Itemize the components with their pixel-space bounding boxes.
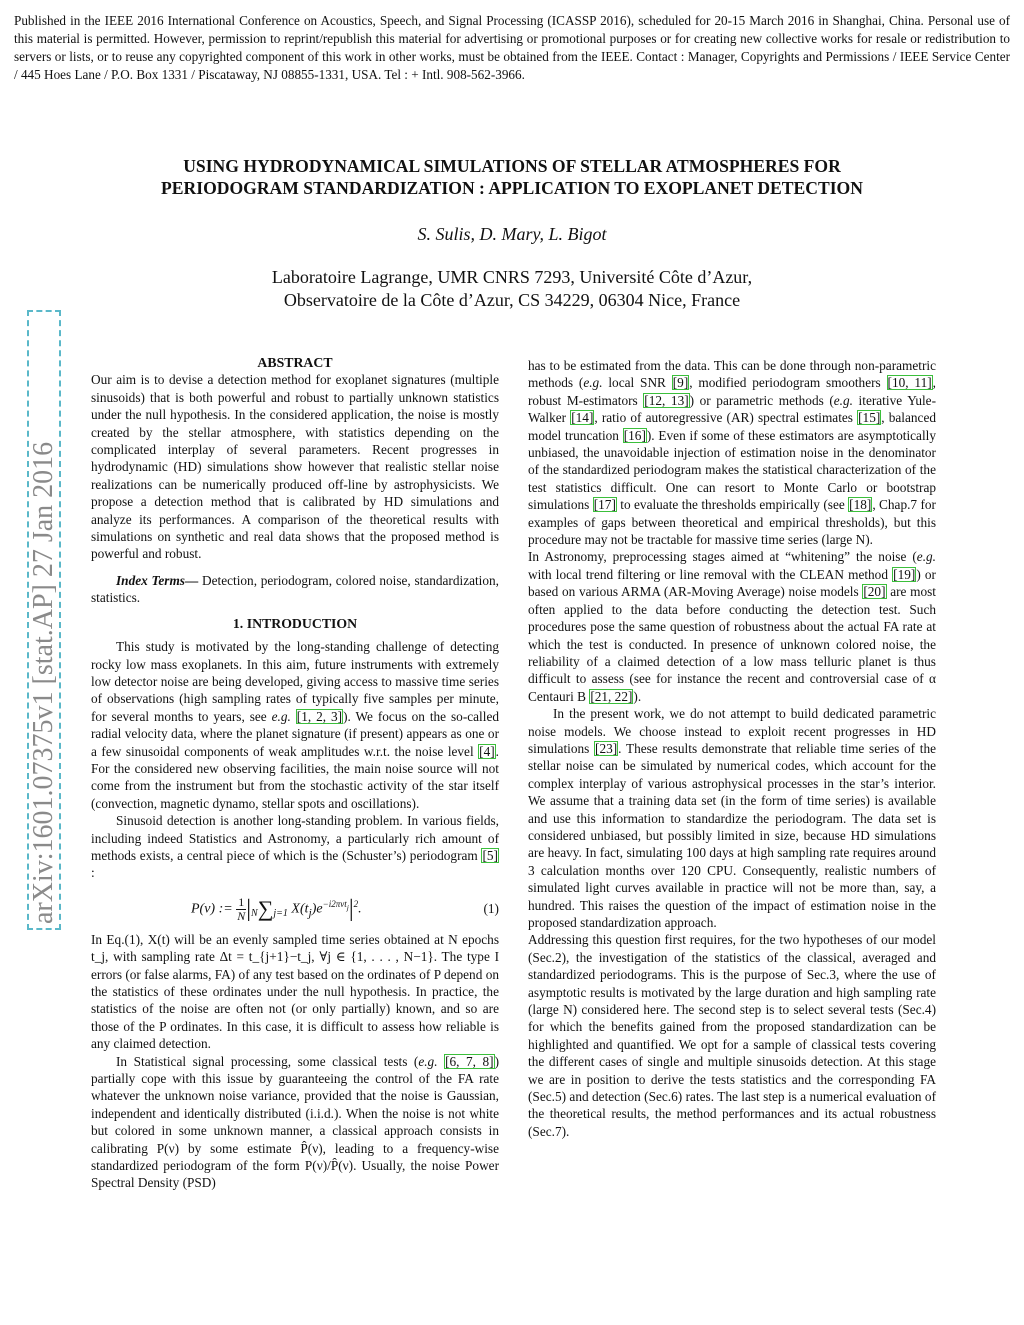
title-line-1: USING HYDRODYNAMICAL SIMULATIONS OF STELLAR ATMOSPHERES FOR (183, 156, 841, 176)
intro-p4-text-a: In Statistical signal processing, some classical tests ( (116, 1053, 419, 1069)
citation-6-7-8[interactable]: [6, 7, 8] (445, 1053, 494, 1069)
intro-heading: 1. INTRODUCTION (232, 615, 358, 631)
equation-number: (1) (483, 900, 499, 916)
citation-12-13[interactable]: [12, 13] (644, 392, 689, 408)
citation-5[interactable]: [5] (482, 847, 498, 863)
abstract-text: Our aim is to devise a detection method for exoplanet signatures (multiple sinusoids) that is both powerful and robust to partially unknown statistics under the null hypothesis. In the considered application, the noise is mostly created by the stellar atmosphere, with statistics depending on the complicated interplay of several parameters. Recent progresses in hydrodynamic (HD) simulations show however that realistic stellar noise realizations can be numerically produced off-line by astrophysicists. We propose a detection method that is calibrated by HD simulations and analyze its performances. A comparison of the theoretical results with simulations on synthetic and real data shows that the proposed method is powerful and robust. (91, 372, 499, 562)
right-p2-text-a: In Astronomy, preprocessing stages aimed at “whitening” the noise ( (528, 549, 917, 565)
right-p1-text-e: ) or parametric methods ( (689, 392, 834, 408)
right-paragraph-1 (528, 357, 936, 548)
right-p1-text-i: ). Even if some of these estimators are asymptotically unbiased, the unavoidable injection of estimation noise in the denominator of the standardized periodogram makes the statistical characterization of the test statistics difficult. One can resort to Monte Carlo or bootstrap simulations (528, 427, 936, 513)
right-p1-text-j: to evaluate the thresholds empirically (see (616, 497, 849, 513)
paper-title (80, 156, 944, 199)
citation-14[interactable]: [14] (571, 410, 594, 426)
right-p1-text-a: has to be estimated from the data. This can be done through non-parametric methods ( (528, 358, 936, 391)
index-terms-label: Index Terms— (116, 572, 199, 588)
arxiv-stamp[interactable]: arXiv:1601.07375v1 [stat.AP] 27 Jan 2016 (27, 310, 61, 930)
copyright-notice: Published in the IEEE 2016 International Conference on Acoustics, Speech, and Signal Processing (ICASSP 2016), scheduled for 20-15 March 2016 in Shanghai, China. Personal use of this material is permitted. However, permission to reprint/republish this material for advertising or promotional purposes or for creating new collective works for resale or redistribution to servers or lists, or to reuse any copyrighted component of this work in other works, must be obtained from the IEEE. Contact : Manager, Copyrights and Permissions / IEEE Service Center / 445 Hoes Lane / P.O. Box 1331 / Piscataway, NJ 08855-1331, USA. Tel : + Intl. 908-562-3966. (14, 13, 1010, 82)
right-p1-text-d: , robust M-estimators (528, 375, 936, 408)
eg-abbrev: e.g. (271, 708, 291, 724)
right-paragraph-3 (528, 705, 936, 931)
citation-1-2-3[interactable]: [1, 2, 3] (296, 708, 343, 724)
citation-23[interactable]: [23] (595, 740, 618, 756)
right-p1-text-f: iterative Yule-Walker (528, 392, 936, 426)
right-p2-text-b: with local trend filtering or line removal with the CLEAN method (528, 566, 893, 582)
authors: S. Sulis, D. Mary, L. Bigot (417, 224, 607, 244)
left-column (91, 354, 499, 1192)
citation-17[interactable]: [17] (593, 497, 616, 513)
intro-p1-text-a: This study is motivated by the long-standing challenge of detecting rocky low mass exoplanets. In this aim, future instruments with extremely low detector noise are being developed, giving access to massive time series of observations (high sampling rates of typically five samples per minute, for several months to years, see (91, 639, 499, 724)
citation-10-11[interactable]: [10, 11] (887, 375, 932, 391)
right-p1-text-h: , balanced model truncation (528, 410, 936, 443)
affiliation-line-2: Observatoire de la Côte d’Azur, CS 34229, 06304 Nice, France (283, 290, 741, 310)
title-line-2: PERIODOGRAM STANDARDIZATION : APPLICATION TO EXOPLANET DETECTION (161, 177, 863, 198)
citation-9[interactable]: [9] (672, 375, 689, 391)
right-paragraph-4: Addressing this question first requires, for the two hypotheses of our model (Sec.2), the investigation of the statistics of the classical, averaged and standardized periodograms. This is the purpose of Sec.3, where the use of asymptotic results is motivated by the large duration and high sampling rate (large N) considered here. The second step is to select several tests (Sec.4) for which the benefits gained from the proposed standardization can be highlighted and quantified. We opt for a sample of classical tests covering the different cases of single and multiple sinusoids detection. At this stage we are in position to derive the tests statistics and the corresponding FA (Sec.5) and detection (Sec.6) rates. The last step is a numerical evaluation of the theoretical results, the method performances and its actual robustness (Sec.7). (528, 932, 936, 1139)
eg-abbrev: e.g. (583, 375, 603, 391)
intro-p2-text-a: Sinusoid detection is another long-standing problem. In various fields, including indeed Statistics and Astronomy, a particularly rich amount of methods exists, a central piece of which is the (Schuster’s) periodogram (91, 813, 499, 863)
eg-abbrev: e.g. (916, 549, 936, 565)
citation-19[interactable]: [19] (893, 566, 916, 582)
eg-abbrev: e.g. (833, 392, 853, 408)
eg-abbrev: e.g. (418, 1053, 438, 1069)
right-p1-text-c: , modified periodogram smoothers (689, 375, 887, 391)
intro-p1-text-b: ). We focus on the so-called radial velocity data, where the planet signature (if present) appears as one or a few sinusoidal components of weak amplitudes w.r.t. the noise level (91, 708, 499, 759)
right-p1-text-g: , ratio of autoregressive (AR) spectral estimates (594, 410, 858, 426)
intro-paragraph-4 (91, 1053, 499, 1192)
right-paragraph-2 (528, 548, 936, 705)
right-p2-text-c: ) or based on various ARMA (AR-Moving Average) noise models (528, 566, 936, 600)
citation-20[interactable]: [20] (863, 584, 886, 600)
intro-paragraph-2 (91, 812, 499, 882)
periodogram-formula: P(ν) := $\frac{1}{N}$ |N∑j=1 $X(t_j)e^{-i2\pi\nu t_j}|^2$. (191, 894, 362, 923)
index-terms-text: Detection, periodogram, colored noise, standardization, statistics. (91, 572, 500, 606)
right-p3-text-a: In the present work, we do not attempt to build dedicated parametric noise models. We choose instead to exploit recent progresses in HD simulations (528, 706, 936, 756)
right-p2-text-e: ). (633, 688, 642, 704)
intro-p4-text-b: ) partially cope with this issue by guaranteeing the control of the FA rate whatever the unknown noise variance, provided that the noise is Gaussian, independent and identically distributed (i.i.d.). When the noise is not white but colored in some unknown manner, a classical approach consists in calibrating P(ν) by some estimate P̂(ν), leading to a frequency-wise standardized periodogram of the form P(ν)/P̂(ν). Usually, the noise Power Spectral Density (PSD) (91, 1053, 499, 1191)
affiliation (0, 266, 1024, 312)
equation-1 (91, 888, 499, 928)
right-p1-text-b: local SNR (602, 375, 672, 391)
right-column (528, 357, 936, 1140)
citation-18[interactable]: [18] (849, 497, 872, 513)
intro-p1-text-c: . For the considered new observing facilities, the main noise source will not come from the instrument but from the stochastic activity of the star itself (convection, magnetic dynamo, stellar spots and oscillations). (91, 743, 499, 811)
right-p1-text-k: , Chap.7 for examples of gaps between theoretical and empirical thresholds), but this procedure may not be tractable for massive time series (large N). (528, 497, 936, 548)
abstract-heading: ABSTRACT (257, 355, 333, 370)
index-terms (91, 572, 499, 607)
right-p3-text-b: . These results demonstrate that reliable time series of the stellar noise can be simulated by numerical codes, which account for the complex interplay of various astrophysical processes in the star’s interior. We assume that a training data set (in the form of time series) is available and use this information to standardize the periodogram. The data set is considered unbiased, but possibly limited in size, because HD simulations are heavy. In fact, simulating 100 days at high sampling rate requires around 3 calculation months over 120 CPU. Consequently, realistic numbers of simulated light curves available in practice will not be more than, say, a hundred. This raises the question of the impact of estimation noise in the proposed standardization approach. (528, 740, 937, 930)
citation-15[interactable]: [15] (858, 410, 881, 426)
intro-p2-text-b: : (91, 865, 95, 881)
affiliation-line-1: Laboratoire Lagrange, UMR CNRS 7293, Université Côte d’Azur, (271, 267, 753, 287)
citation-16[interactable]: [16] (623, 427, 646, 443)
citation-21-22[interactable]: [21, 22] (590, 688, 633, 704)
intro-paragraph-1 (91, 638, 499, 812)
intro-paragraph-3: In Eq.(1), X(t) will be an evenly sampled time series obtained at N epochs t_j, with sampling rate Δt = t_{j+1}−t_j, ∀j ∈ {1, . . . , N−1}. The type I errors (or false alarms, FA) of any test based on the ordinates of P depend on the statistics of these ordinates under the null hypothesis. In practice, the statistics of the noise are often not (or only partially) known, and so are those of the P ordinates. In this case, it is difficult to assess how reliable is any claimed detection. (91, 931, 499, 1052)
right-p2-text-d: are most often applied to the data before conducting the detection test. Such procedures pose the same question of robustness about the actual FA rate at which the test is conducted. In presence of unknown colored noise, the reliability of a claimed detection of a low mass telluric planet is thus difficult to assess (see for instance the recent and controversial case of α Centauri B (528, 584, 936, 704)
citation-4[interactable]: [4] (479, 743, 495, 759)
